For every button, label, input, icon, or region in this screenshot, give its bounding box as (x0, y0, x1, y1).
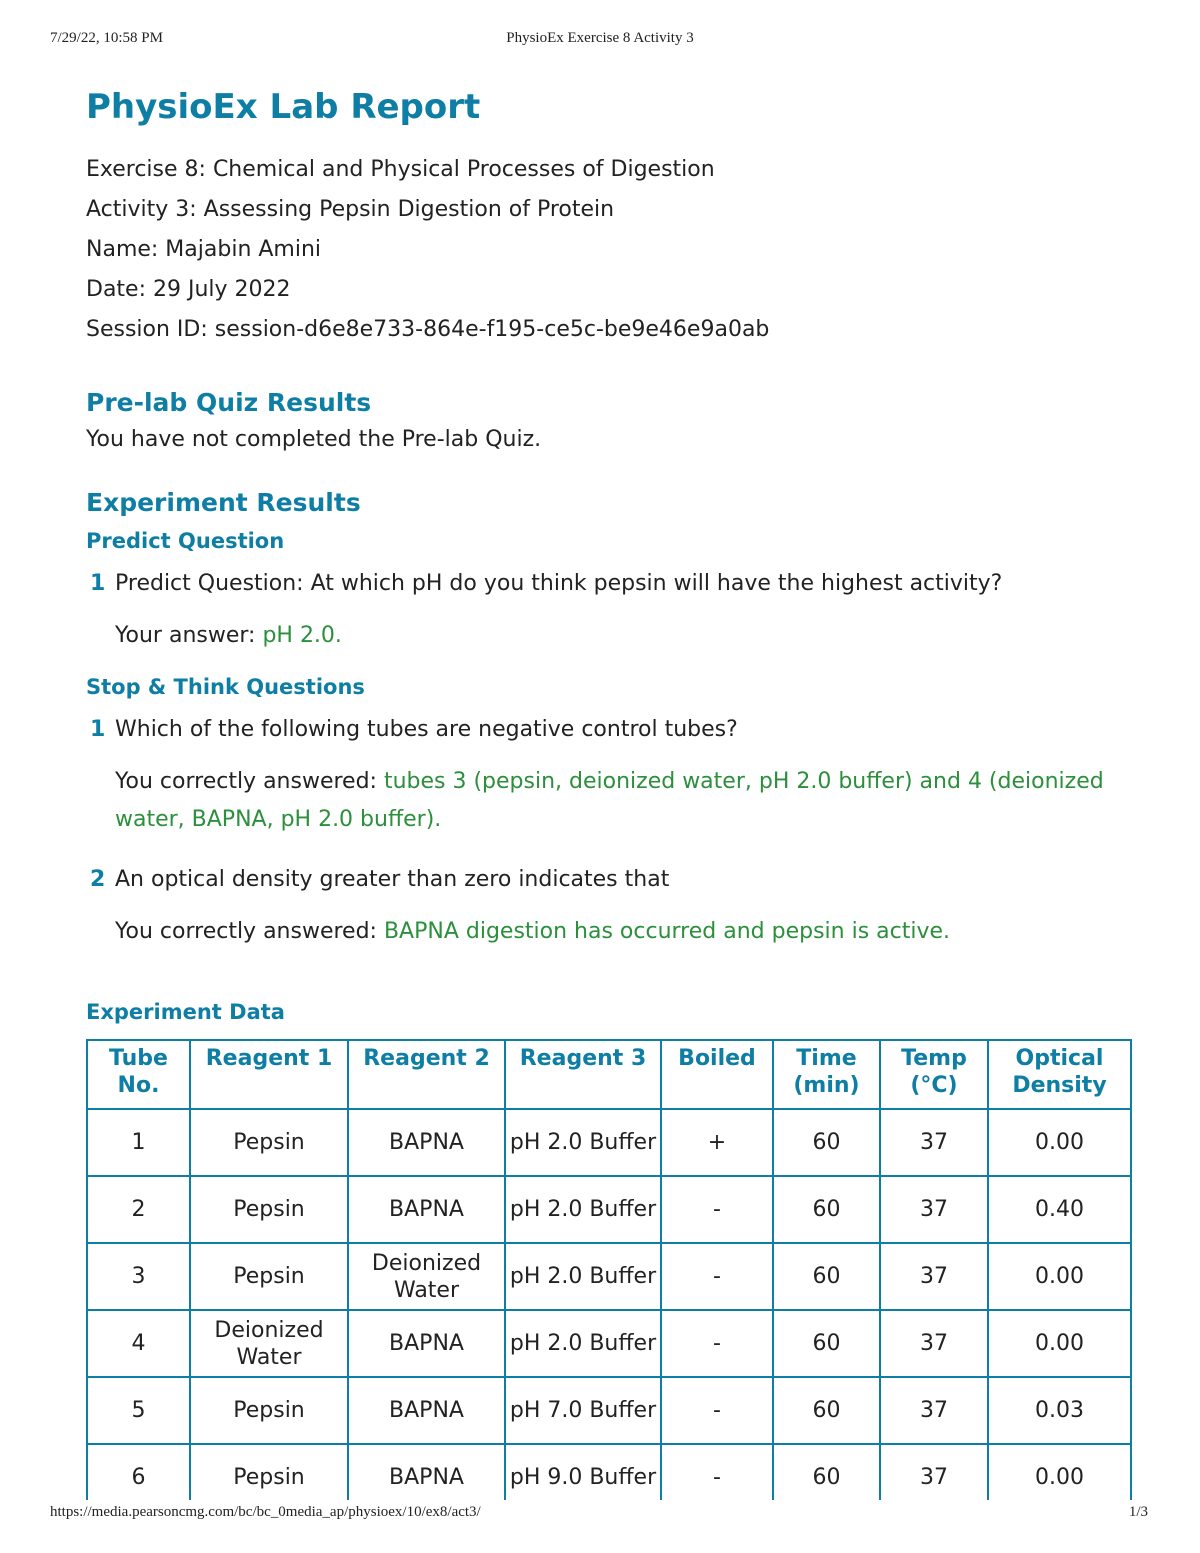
question-text: Predict Question: At which pH do you think pepsin will have the highest activity? (115, 571, 1003, 596)
answer-label: Your answer: (115, 623, 263, 648)
predict-answer (115, 617, 1130, 655)
answer-label: You correctly answered: (115, 769, 384, 794)
column-header: Reagent 2 (348, 1040, 505, 1109)
column-header: Reagent 3 (505, 1040, 661, 1109)
table-cell: pH 2.0 Buffer (505, 1176, 661, 1243)
table-cell: 60 (773, 1310, 880, 1377)
table-cell: 0.00 (988, 1444, 1131, 1500)
table-cell: 37 (880, 1377, 988, 1444)
table-cell: 60 (773, 1444, 880, 1500)
question-number: 1 (90, 717, 106, 742)
table-header-row (87, 1040, 1131, 1109)
table-cell: BAPNA (348, 1310, 505, 1377)
table-cell: Deionized Water (190, 1310, 348, 1377)
experiment-results-heading: Experiment Results (86, 488, 361, 517)
table-cell: 0.00 (988, 1243, 1131, 1310)
table-cell: 1 (87, 1109, 190, 1176)
print-url: https://media.pearsoncmg.com/bc/bc_0media_ap/physioex/10/ex8/act3/ (50, 1504, 481, 1520)
column-header: Time (min) (773, 1040, 880, 1109)
table-cell: - (661, 1310, 773, 1377)
table-cell: 6 (87, 1444, 190, 1500)
table-cell: pH 2.0 Buffer (505, 1109, 661, 1176)
session-line: Session ID: session-d6e8e733-864e-f195-ce5c-be9e46e9a0ab (86, 317, 770, 342)
table-cell: 37 (880, 1176, 988, 1243)
table-cell: 37 (880, 1109, 988, 1176)
table-cell: - (661, 1444, 773, 1500)
activity-line: Activity 3: Assessing Pepsin Digestion of Protein (86, 197, 615, 222)
table-row (87, 1176, 1131, 1243)
table-cell: BAPNA (348, 1444, 505, 1500)
question-answer (115, 763, 1130, 839)
table-cell: 2 (87, 1176, 190, 1243)
experiment-data-table (86, 1039, 1132, 1500)
stop-think-question (86, 711, 1130, 839)
question-number: 2 (90, 867, 106, 892)
table-cell: - (661, 1377, 773, 1444)
table-cell: 37 (880, 1310, 988, 1377)
table-row (87, 1243, 1131, 1310)
answer-label: You correctly answered: (115, 919, 384, 944)
date-line: Date: 29 July 2022 (86, 277, 291, 302)
report-title: PhysioEx Lab Report (86, 87, 481, 127)
table-row (87, 1377, 1131, 1444)
table-cell: Pepsin (190, 1176, 348, 1243)
column-header: Boiled (661, 1040, 773, 1109)
print-page-title: PhysioEx Exercise 8 Activity 3 (506, 30, 694, 46)
table-cell: Pepsin (190, 1109, 348, 1176)
table-cell: BAPNA (348, 1377, 505, 1444)
prelab-heading: Pre-lab Quiz Results (86, 388, 372, 417)
table-cell: 3 (87, 1243, 190, 1310)
name-line: Name: Majabin Amini (86, 237, 322, 262)
answer-value: tubes 3 (pepsin, deionized water, pH 2.0 buffer) and 4 (deionized water, BAPNA, pH 2.0 buffer). (115, 769, 1104, 832)
column-header: Optical Density (988, 1040, 1131, 1109)
column-header: Temp (°C) (880, 1040, 988, 1109)
table-cell: 4 (87, 1310, 190, 1377)
answer-value: pH 2.0. (262, 623, 342, 648)
table-cell: pH 2.0 Buffer (505, 1243, 661, 1310)
table-row (87, 1310, 1131, 1377)
table-cell: 60 (773, 1377, 880, 1444)
table-cell: 0.03 (988, 1377, 1131, 1444)
print-page-number: 1/3 (1128, 1504, 1148, 1520)
predict-question (86, 565, 1130, 655)
question-text: Which of the following tubes are negative control tubes? (115, 717, 738, 742)
table-cell: 0.00 (988, 1310, 1131, 1377)
table-cell: - (661, 1243, 773, 1310)
table-cell: pH 9.0 Buffer (505, 1444, 661, 1500)
table-cell: - (661, 1176, 773, 1243)
table-cell: pH 2.0 Buffer (505, 1310, 661, 1377)
table-cell: BAPNA (348, 1109, 505, 1176)
experiment-data-heading: Experiment Data (86, 1000, 285, 1024)
table-cell: BAPNA (348, 1176, 505, 1243)
table-cell: Pepsin (190, 1377, 348, 1444)
table-cell: 0.00 (988, 1109, 1131, 1176)
table-cell: 5 (87, 1377, 190, 1444)
column-header: Tube No. (87, 1040, 190, 1109)
predict-heading: Predict Question (86, 529, 285, 553)
table-cell: 37 (880, 1444, 988, 1500)
table-cell: Pepsin (190, 1444, 348, 1500)
table-cell: 60 (773, 1109, 880, 1176)
table-cell: 60 (773, 1176, 880, 1243)
report-meta (86, 150, 1130, 350)
stop-think-heading: Stop & Think Questions (86, 675, 365, 699)
table-cell: Pepsin (190, 1243, 348, 1310)
table-cell: Deionized Water (348, 1243, 505, 1310)
table-cell: + (661, 1109, 773, 1176)
table-row (87, 1444, 1131, 1500)
table-cell: 37 (880, 1243, 988, 1310)
column-header: Reagent 1 (190, 1040, 348, 1109)
prelab-text: You have not completed the Pre-lab Quiz. (86, 427, 542, 452)
question-answer (115, 913, 1130, 951)
table-cell: 0.40 (988, 1176, 1131, 1243)
exercise-line: Exercise 8: Chemical and Physical Processes of Digestion (86, 157, 715, 182)
answer-value: BAPNA digestion has occurred and pepsin is active. (383, 919, 951, 944)
question-text: An optical density greater than zero indicates that (115, 867, 670, 892)
table-row (87, 1109, 1131, 1176)
table-cell: 60 (773, 1243, 880, 1310)
table-cell: pH 7.0 Buffer (505, 1377, 661, 1444)
print-datetime: 7/29/22, 10:58 PM (50, 30, 163, 46)
lab-report (86, 84, 1130, 1024)
stop-think-question (86, 861, 1130, 951)
question-number: 1 (90, 571, 106, 596)
